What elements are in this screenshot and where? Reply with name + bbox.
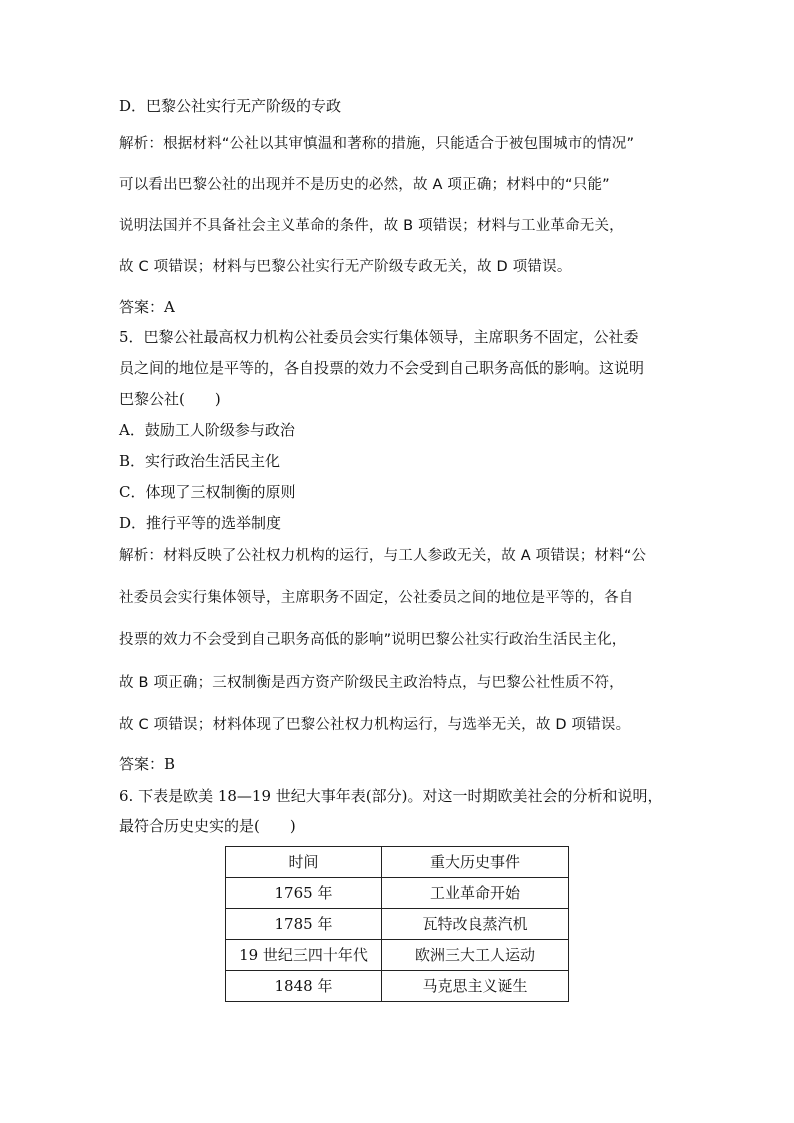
table-cell-time: 1765 年: [226, 878, 382, 909]
q4-analysis-line-3: 说明法国并不具备社会主义革命的条件，故 B 项错误；材料与工业革命无关，: [119, 218, 624, 234]
q5-analysis-line-4: 故 B 项正确；三权制衡是西方资产阶级民主政治特点，与巴黎公社性质不符，: [119, 675, 624, 691]
table-header-row: [226, 847, 569, 878]
table-cell-time: 19 世纪三四十年代: [226, 940, 382, 971]
q4-analysis-line-1: 解析：根据材料“公社以其审慎温和著称的措施，只能适合于被包围城市的情况”: [119, 136, 635, 152]
q4-analysis-line-4: 故 C 项错误；材料与巴黎公社实行无产阶级专政无关，故 D 项错误。: [119, 259, 572, 275]
q6-stem-line-2: 最符合历史史实的是( ): [119, 817, 296, 835]
q5-analysis-line-2: 社委员会实行集体领导，主席职务不固定，公社委员之间的地位是平等的，各自: [119, 590, 634, 606]
table-row: [226, 971, 569, 1002]
table-cell-time: 1785 年: [226, 909, 382, 940]
table-cell-event: 欧洲三大工人运动: [382, 940, 569, 971]
q4-answer: 答案：A: [119, 298, 175, 316]
table-row: [226, 940, 569, 971]
q5-stem-line-1: 5．巴黎公社最高权力机构公社委员会实行集体领导，主席职务不固定，公社委: [119, 328, 639, 346]
q5-option-a: A．鼓励工人阶级参与政治: [119, 421, 295, 439]
q5-option-d: D．推行平等的选举制度: [119, 514, 282, 532]
q4-option-d: D．巴黎公社实行无产阶级的专政: [119, 97, 342, 115]
q4-analysis-line-2: 可以看出巴黎公社的出现并不是历史的必然，故 A 项正确；材料中的“只能”: [119, 177, 610, 193]
q5-analysis-line-3: 投票的效力不会受到自己职务高低的影响”说明巴黎公社实行政治生活民主化，: [119, 632, 627, 648]
events-table: [225, 846, 569, 1002]
table-header-event: 重大历史事件: [382, 847, 569, 878]
q5-stem-line-3: 巴黎公社( ): [119, 390, 221, 408]
q5-stem-line-2: 员之间的地位是平等的，各自投票的效力不会受到自己职务高低的影响。这说明: [119, 359, 645, 377]
table-cell-time: 1848 年: [226, 971, 382, 1002]
table-cell-event: 瓦特改良蒸汽机: [382, 909, 569, 940]
q5-analysis-line-5: 故 C 项错误；材料体现了巴黎公社权力机构运行，与选举无关，故 D 项错误。: [119, 717, 631, 733]
q5-answer: 答案：B: [119, 755, 176, 773]
table-row: [226, 878, 569, 909]
q5-option-b: B．实行政治生活民主化: [119, 452, 281, 470]
table-cell-event: 工业革命开始: [382, 878, 569, 909]
q5-analysis-line-1: 解析：材料反映了公社权力机构的运行，与工人参政无关，故 A 项错误；材料“公: [119, 548, 647, 564]
q6-stem-line-1: 6. 下表是欧美 18—19 世纪大事年表(部分)。对这一时期欧美社会的分析和说明，: [119, 787, 663, 805]
table-cell-event: 马克思主义诞生: [382, 971, 569, 1002]
q5-option-c: C．体现了三权制衡的原则: [119, 483, 296, 501]
table-row: [226, 909, 569, 940]
table-header-time: 时间: [226, 847, 382, 878]
